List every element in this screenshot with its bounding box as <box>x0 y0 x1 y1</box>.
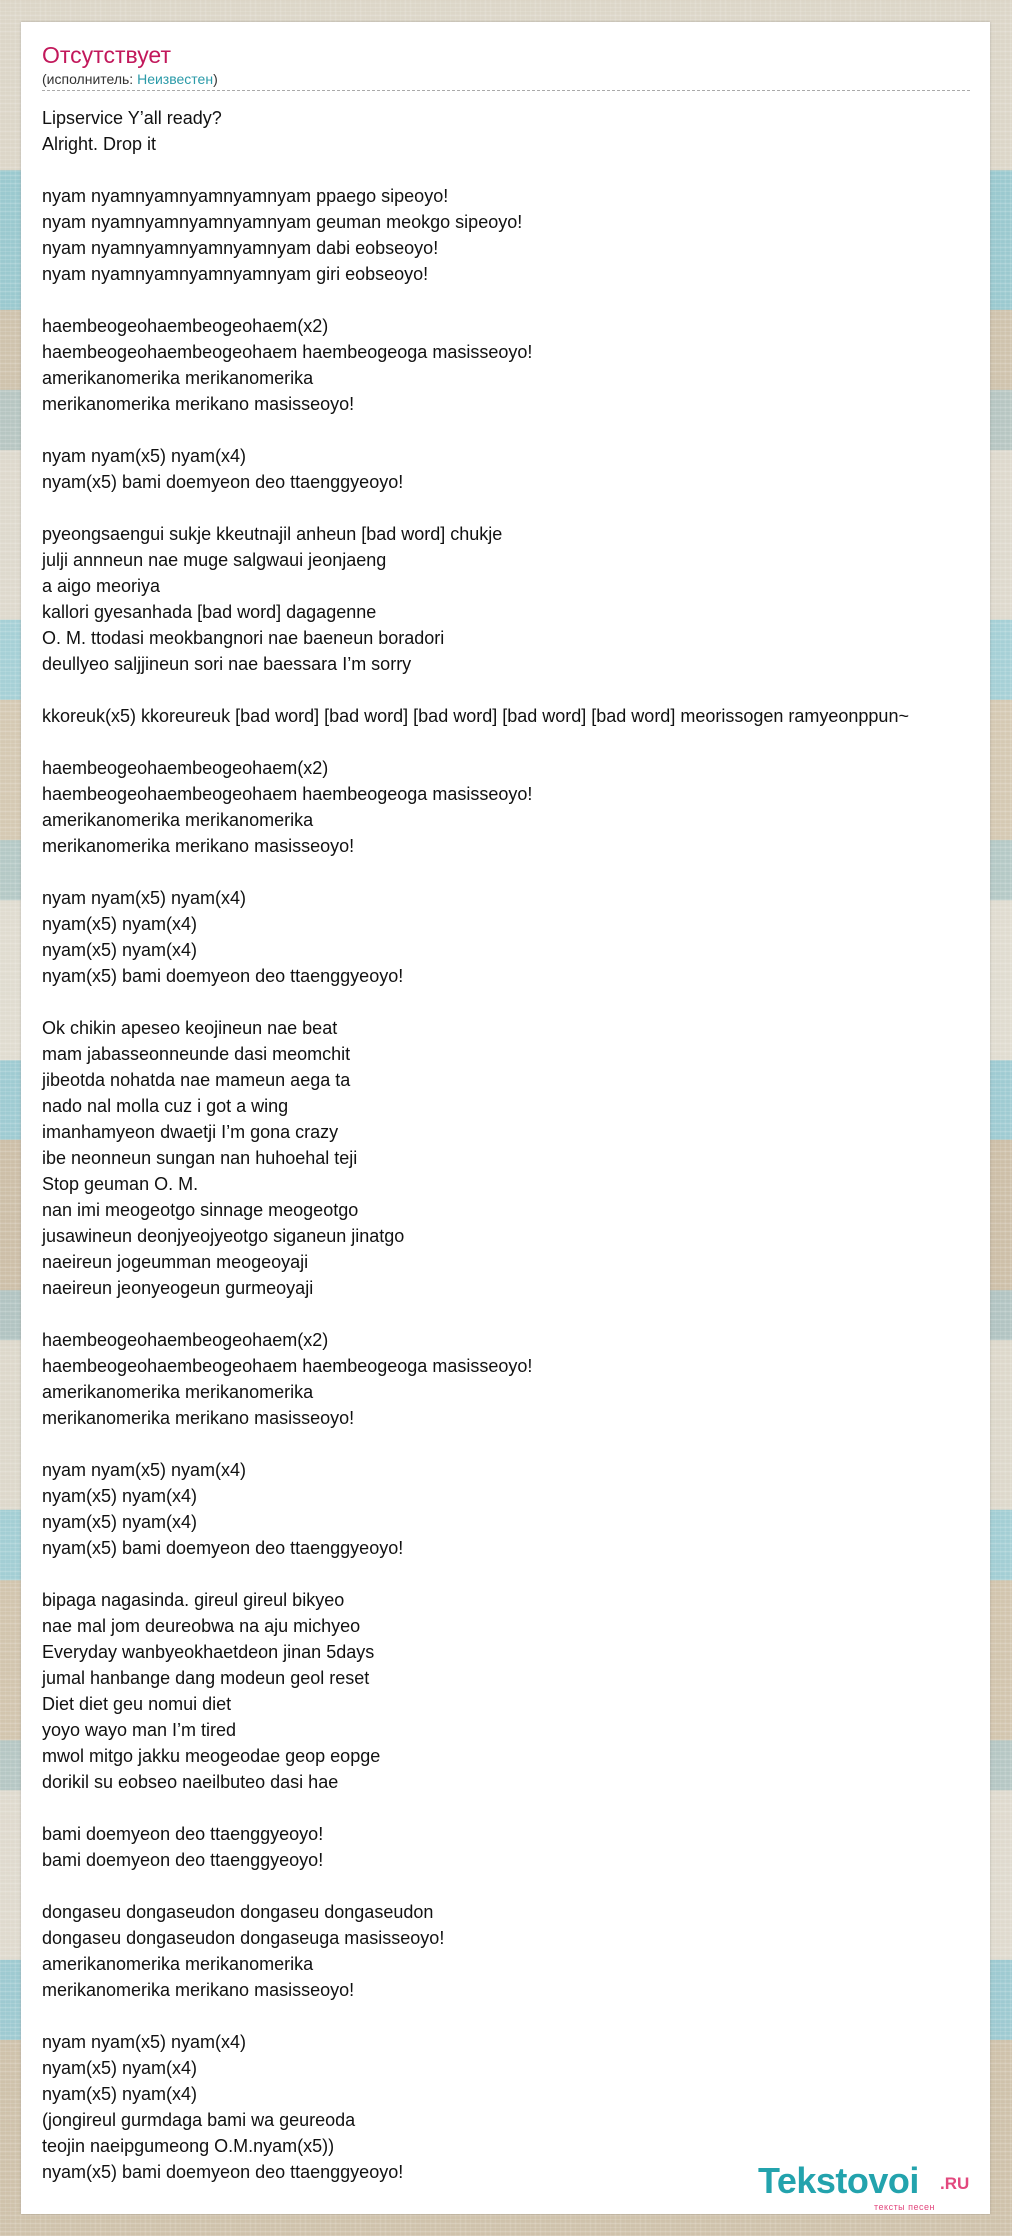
lyric-line: Stop geuman O. M. <box>42 1174 199 1194</box>
lyric-line: nyam nyamnyamnyamnyamnyam giri eobseoyo! <box>42 264 429 284</box>
lyrics-panel <box>21 22 990 2214</box>
lyric-line: nyam(x5) bami doemyeon deo ttaenggyeoyo! <box>42 966 404 986</box>
lyric-line: ibe neonneun sungan nan huhoehal teji <box>42 1148 358 1168</box>
lyric-line: amerikanomerika merikanomerika <box>42 1954 314 1974</box>
stanza-break <box>42 1561 1012 1587</box>
lyric-line: mwol mitgo jakku meogeodae geop eopge <box>42 1746 381 1766</box>
stanza-break <box>42 157 1012 183</box>
stanza-break <box>42 2003 1012 2029</box>
stanza-break <box>42 495 1012 521</box>
lyric-line: nyam nyamnyamnyamnyamnyam dabi eobseoyo! <box>42 238 439 258</box>
lyric-line: (jongireul gurmdaga bami wa geureoda <box>42 2110 356 2130</box>
lyric-line: dongaseu dongaseudon dongaseu dongaseudon <box>42 1902 434 1922</box>
lyric-line: imanhamyeon dwaetji I’m gona crazy <box>42 1122 339 1142</box>
lyric-line: nyam(x5) nyam(x4) <box>42 914 198 934</box>
lyric-line: merikanomerika merikano masisseoyo! <box>42 1980 355 2000</box>
stanza-break <box>42 417 1012 443</box>
lyrics-text <box>42 105 1012 2185</box>
lyric-line: haembeogeohaembeogeohaem(x2) <box>42 316 329 336</box>
lyric-line: nyam(x5) nyam(x4) <box>42 1512 198 1532</box>
stanza-break <box>42 859 1012 885</box>
stanza-break <box>42 1301 1012 1327</box>
logo-name: Tekstovoi <box>758 2160 919 2201</box>
lyric-line: nyam nyamnyamnyamnyamnyam geuman meokgo sipeoyo! <box>42 212 523 232</box>
artist-line <box>42 70 970 91</box>
lyric-line: merikanomerika merikano masisseoyo! <box>42 394 355 414</box>
lyric-line: nyam(x5) bami doemyeon deo ttaenggyeoyo! <box>42 1538 404 1558</box>
lyric-line: nyam(x5) nyam(x4) <box>42 2084 198 2104</box>
lyric-line: nyam(x5) nyam(x4) <box>42 940 198 960</box>
lyric-line: dongaseu dongaseudon dongaseuga masisseoyo! <box>42 1928 445 1948</box>
lyric-line: O. M. ttodasi meokbangnori nae baeneun boradori <box>42 628 445 648</box>
song-header <box>42 40 970 91</box>
lyric-line: naeireun jeonyeogeun gurmeoyaji <box>42 1278 314 1298</box>
lyric-line: merikanomerika merikano masisseoyo! <box>42 836 355 856</box>
lyric-line: amerikanomerika merikanomerika <box>42 368 314 388</box>
lyric-line: Everyday wanbyeokhaetdeon jinan 5days <box>42 1642 375 1662</box>
logo-tld: .RU <box>940 2174 970 2193</box>
lyric-line: nae mal jom deureobwa na aju michyeo <box>42 1616 361 1636</box>
tekstovoi-logo[interactable] <box>758 2160 988 2220</box>
lyric-line: merikanomerika merikano masisseoyo! <box>42 1408 355 1428</box>
lyric-line: mam jabasseonneunde dasi meomchit <box>42 1044 351 1064</box>
lyric-line: yoyo wayo man I’m tired <box>42 1720 237 1740</box>
stanza-break <box>42 1873 1012 1899</box>
lyric-line: kkoreuk(x5) kkoreureuk [bad word] [bad word] [bad word] [bad word] [bad word] meorissogen ramyeonppun~ <box>42 706 909 726</box>
artist-suffix: ) <box>213 71 218 87</box>
lyric-line: nyam nyam(x5) nyam(x4) <box>42 446 247 466</box>
lyric-line: Lipservice Y’all ready? <box>42 108 222 128</box>
stanza-break <box>42 1431 1012 1457</box>
lyric-line: haembeogeohaembeogeohaem haembeogeoga masisseoyo! <box>42 342 533 362</box>
lyric-line: dorikil su eobseo naeilbuteo dasi hae <box>42 1772 339 1792</box>
artist-prefix: (исполнитель: <box>42 71 138 87</box>
artist-link[interactable]: Неизвестен <box>137 71 214 87</box>
lyric-line: kallori gyesanhada [bad word] dagagenne <box>42 602 377 622</box>
stanza-break <box>42 729 1012 755</box>
lyric-line: haembeogeohaembeogeohaem(x2) <box>42 1330 329 1350</box>
lyric-line: bami doemyeon deo ttaenggyeoyo! <box>42 1824 324 1844</box>
lyric-line: nado nal molla cuz i got a wing <box>42 1096 289 1116</box>
logo-tagline: тексты песен <box>874 2202 936 2212</box>
lyric-line: jusawineun deonjyeojyeotgo siganeun jinatgo <box>42 1226 405 1246</box>
lyric-line: Alright. Drop it <box>42 134 157 154</box>
lyric-line: nan imi meogeotgo sinnage meogeotgo <box>42 1200 359 1220</box>
lyric-line: deullyeo saljjineun sori nae baessara I’m sorry <box>42 654 412 674</box>
lyric-line: naeireun jogeumman meogeoyaji <box>42 1252 309 1272</box>
lyric-line: Ok chikin apeseo keojineun nae beat <box>42 1018 338 1038</box>
lyric-line: nyam(x5) bami doemyeon deo ttaenggyeoyo! <box>42 472 404 492</box>
lyric-line: teojin naeipgumeong O.M.nyam(x5)) <box>42 2136 335 2156</box>
stanza-break <box>42 989 1012 1015</box>
lyric-line: haembeogeohaembeogeohaem haembeogeoga masisseoyo! <box>42 1356 533 1376</box>
lyric-line: haembeogeohaembeogeohaem haembeogeoga masisseoyo! <box>42 784 533 804</box>
lyric-line: nyam(x5) nyam(x4) <box>42 1486 198 1506</box>
lyric-line: nyam nyam(x5) nyam(x4) <box>42 2032 247 2052</box>
lyric-line: nyam(x5) bami doemyeon deo ttaenggyeoyo! <box>42 2162 404 2182</box>
lyric-line: amerikanomerika merikanomerika <box>42 1382 314 1402</box>
lyric-line: Diet diet geu nomui diet <box>42 1694 232 1714</box>
lyric-line: pyeongsaengui sukje kkeutnajil anheun [bad word] chukje <box>42 524 503 544</box>
lyric-line: bipaga nagasinda. gireul gireul bikyeo <box>42 1590 345 1610</box>
lyric-line: nyam nyamnyamnyamnyamnyam ppaego sipeoyo! <box>42 186 449 206</box>
song-title: Отсутствует <box>42 42 171 68</box>
lyric-line: amerikanomerika merikanomerika <box>42 810 314 830</box>
lyric-line: nyam nyam(x5) nyam(x4) <box>42 888 247 908</box>
lyric-line: haembeogeohaembeogeohaem(x2) <box>42 758 329 778</box>
stanza-break <box>42 287 1012 313</box>
lyric-line: nyam(x5) nyam(x4) <box>42 2058 198 2078</box>
lyric-line: a aigo meoriya <box>42 576 161 596</box>
lyric-line: jumal hanbange dang modeun geol reset <box>42 1668 370 1688</box>
lyric-line: jibeotda nohatda nae mameun aega ta <box>42 1070 351 1090</box>
lyric-line: bami doemyeon deo ttaenggyeoyo! <box>42 1850 324 1870</box>
lyric-line: nyam nyam(x5) nyam(x4) <box>42 1460 247 1480</box>
lyric-line: julji annneun nae muge salgwaui jeonjaeng <box>42 550 387 570</box>
stanza-break <box>42 677 1012 703</box>
stanza-break <box>42 1795 1012 1821</box>
